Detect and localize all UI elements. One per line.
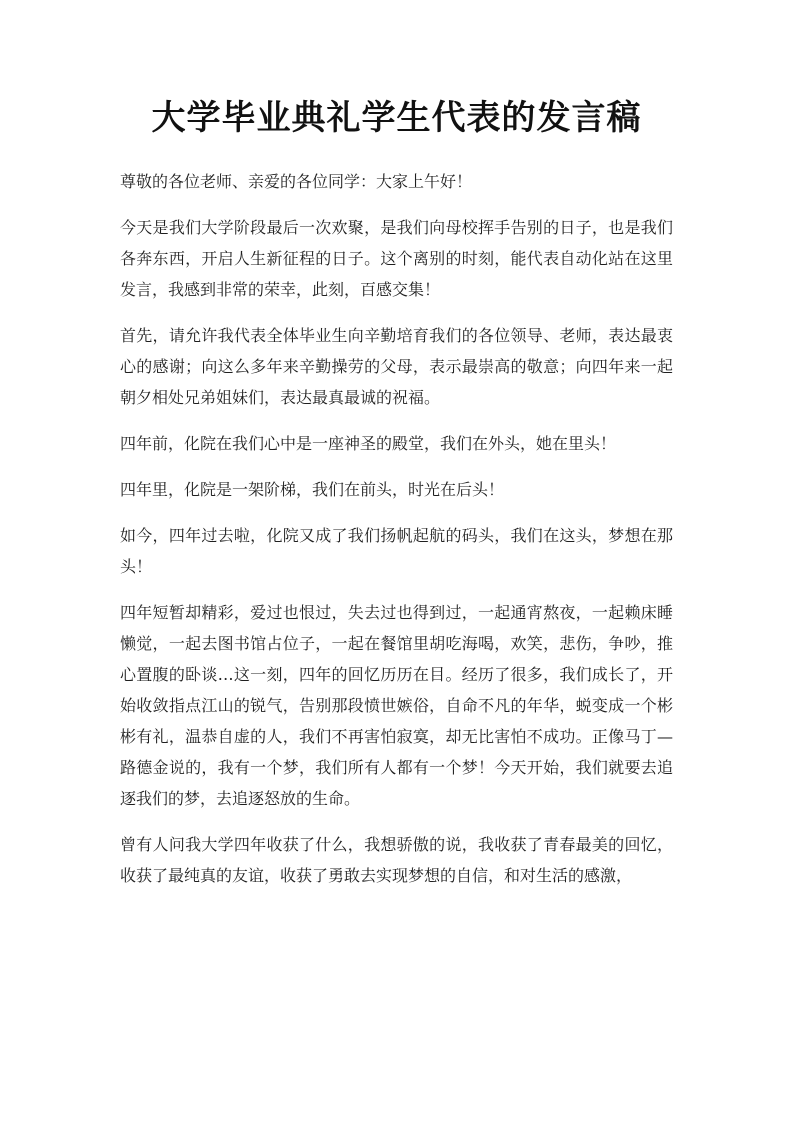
- paragraph-harvest: 曾有人问我大学四年收获了什么，我想骄傲的说，我收获了青春最美的回忆，收获了最纯真的友谊，收获了勇敢去实现梦想的自信，和对生活的感激，: [120, 835, 673, 885]
- paragraph-during-four-years: 四年里，化院是一架阶梯，我们在前头，时光在后头！: [120, 480, 505, 499]
- document-title: 大学毕业典礼学生代表的发言稿: [151, 98, 642, 138]
- paragraph-greeting: 尊敬的各位老师、亲爱的各位同学：大家上午好！: [120, 172, 473, 191]
- paragraph-opening: 今天是我们大学阶段最后一次欢聚，是我们向母校挥手告别的日子，也是我们各奔东西，开启人生新征程的日子。这个离别的时刻，能代表自动化站在这里发言，我感到非常的荣幸，此刻，百感交集！: [120, 218, 673, 299]
- paragraph-memories: 四年短暂却精彩，爱过也恨过，失去过也得到过，一起通宵熬夜，一起赖床睡懒觉，一起去图书馆占位子，一起在餐馆里胡吃海喝，欢笑，悲伤，争吵，推心置腹的卧谈…这一刻，四年的回忆历历在目。经历了很多，我们成长了，开始收敛指点江山的锐气，告别那段愤世嫉俗，自命不凡的年华，蜕变成一个彬彬有礼，温恭自虚的人，我们不再害怕寂寞，却无比害怕不成功。正像马丁—路德金说的，我有一个梦，我们所有人都有一个梦！今天开始，我们就要去追逐我们的梦，去追逐怒放的生命。: [120, 603, 673, 808]
- paragraph-now: 如今，四年过去啦，化院又成了我们扬帆起航的码头，我们在这头，梦想在那头！: [120, 526, 673, 576]
- paragraph-thanks: 首先，请允许我代表全体毕业生向辛勤培育我们的各位领导、老师，表达最衷心的感谢；向这么多年来辛勤操劳的父母，表示最崇高的敬意；向四年来一起朝夕相处兄弟姐妹们，表达最真最诚的祝福。: [120, 326, 673, 407]
- paragraph-four-years-ago: 四年前，化院在我们心中是一座神圣的殿堂，我们在外头，她在里头！: [120, 434, 617, 453]
